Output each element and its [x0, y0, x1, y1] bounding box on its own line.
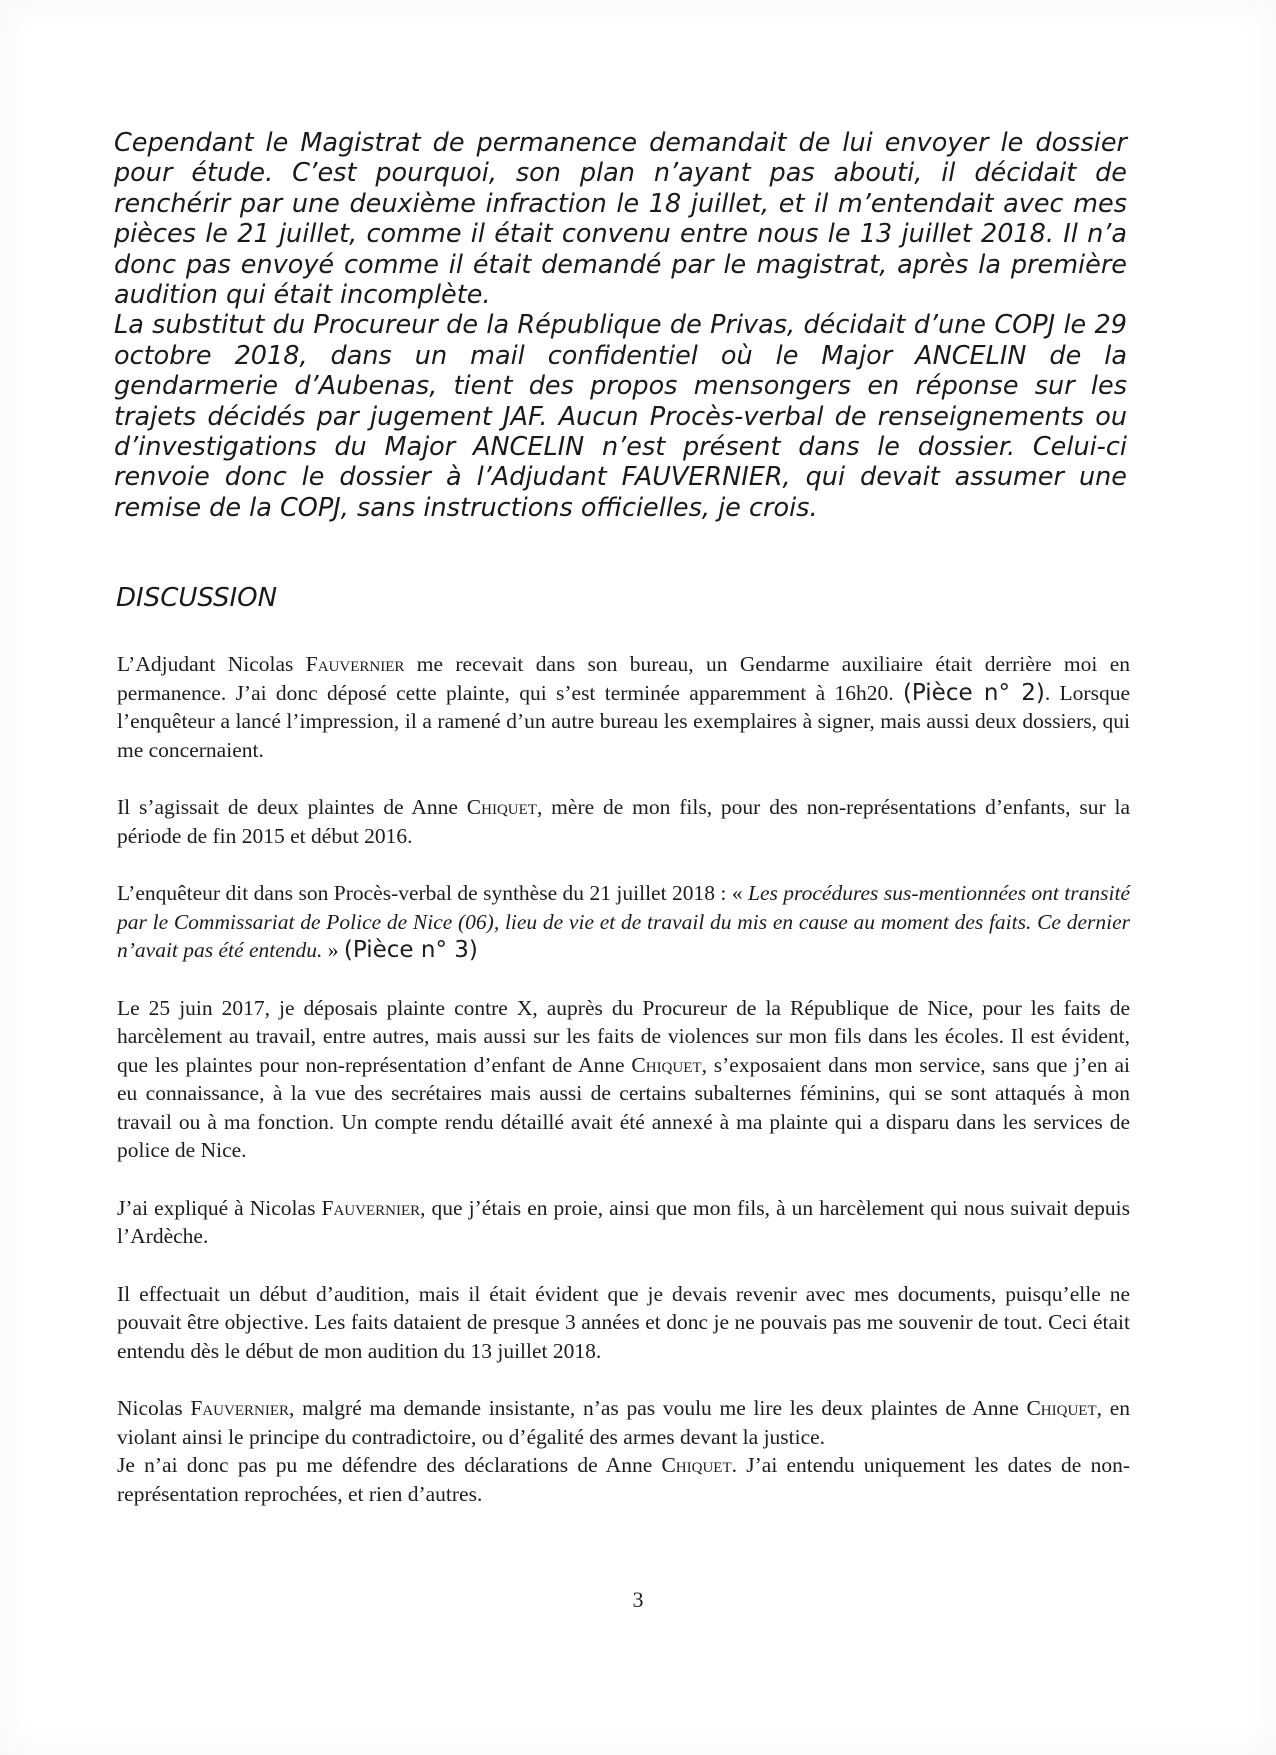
name-fauvernier: Fauvernier: [305, 652, 405, 676]
name-chiquet: Chiquet: [661, 1453, 732, 1477]
intro-block: [114, 128, 1127, 523]
intro-paragraph-1: Cependant le Magistrat de permanence demandait de lui envoyer le dossier pour étude. C’est pourquoi, son plan n’ayant pas abouti, il décidait de renchérir par une deuxième infraction le 18 juillet, et il m’entendait avec mes pièces le 21 juillet, comme il était convenu entre nous le 13 juillet 2018. Il n’a donc pas envoyé comme il était demandé par le magistrat, après la première audition qui était incomplète.: [114, 128, 1127, 311]
name-chiquet: Chiquet: [631, 1052, 702, 1077]
section-heading: DISCUSSION: [116, 583, 278, 613]
name-fauvernier: Fauvernier: [190, 1396, 289, 1420]
discussion-block: [117, 650, 1130, 1508]
name-fauvernier: Fauvernier: [321, 1195, 421, 1220]
discussion-paragraph-3: L’enquêteur dit dans son Procès-verbal de synthèse du 21 juillet 2018 : « Les procédures sus-mentionnées ont transité par le Commissariat de Police de Nice (06), lieu de vie et de travail du mis en cause au moment des faits. Ce dernier n’avait pas été entendu. » (Pièce n° 3): [117, 881, 1130, 963]
discussion-paragraph-2: Il s’agissait de deux plaintes de Anne Chiquet, mère de mon fils, pour des non-représentations d’enfants, sur la période de fin 2015 et début 2016.: [117, 795, 1130, 848]
discussion-paragraph-8: Je n’ai donc pas pu me défendre des déclarations de Anne Chiquet. J’ai entendu uniquement les dates de non-représentation reprochées, et rien d’autres.: [117, 1453, 1130, 1506]
discussion-paragraph-6: Il effectuait un début d’audition, mais il était évident que je devais revenir avec mes documents, puisqu’elle ne pouvait être objective. Les faits dataient de presque 3 années et donc je ne pouvais pas me souvenir de tout. Ceci était entendu dès le début de mon audition du 13 juillet 2018.: [117, 1281, 1130, 1363]
name-chiquet: Chiquet: [466, 795, 537, 819]
discussion-paragraph-4: Le 25 juin 2017, je déposais plainte contre X, auprès du Procureur de la République de Nice, pour les faits de harcèlement au travail, entre autres, mais aussi sur les faits de violences sur mon fils dans les écoles. Il est évident, que les plaintes pour non-représentation d’enfant de Anne Chiquet, s’exposaient dans mon service, sans que j’en ai eu connaissance, à la vue des secrétaires mais aussi de certains subalternes féminins, qui se sont attaqués à mon travail ou à ma fonction. Un compte rendu détaillé avait été annexé à ma plainte qui a disparu dans les services de police de Nice.: [117, 995, 1130, 1162]
name-chiquet: Chiquet: [1026, 1396, 1097, 1420]
page-number: 3: [632, 1587, 644, 1612]
discussion-paragraph-1: L’Adjudant Nicolas Fauvernier me recevait dans son bureau, un Gendarme auxiliaire était derrière moi en permanence. J’ai donc déposé cette plainte, qui s’est terminée apparemment à 16h20. (Pièce n° 2). Lorsque l’enquêteur a lancé l’impression, il a ramené d’un autre bureau les exemplaires à signer, mais aussi deux dossiers, qui me concernaient.: [117, 652, 1130, 762]
quoted-statement: Les procédures sus-mentionnées ont transité par le Commissariat de Police de Nice (06), lieu de vie et de travail du mis en cause au moment des faits. Ce dernier n’avait pas été entendu.: [117, 881, 1130, 962]
discussion-paragraph-5: J’ai expliqué à Nicolas Fauvernier, que j’étais en proie, ainsi que mon fils, à un harcèlement qui nous suivait depuis l’Ardèche.: [117, 1195, 1131, 1248]
intro-paragraph-2: La substitut du Procureur de la République de Privas, décidait d’une COPJ le 29 octobre 2018, dans un mail confidentiel où le Major ANCELIN de la gendarmerie d’Aubenas, tient des propos mensongers en réponse sur les trajets décidés par jugement JAF. Aucun Procès-verbal de renseignements ou d’investigations du Major ANCELIN n’est présent dans le dossier. Celui-ci renvoie donc le dossier à l’Adjudant FAUVERNIER, qui devait assumer une remise de la COPJ, sans instructions officielles, je crois.: [114, 310, 1127, 523]
piece-reference: (Pièce n° 3): [343, 937, 478, 963]
discussion-paragraph-7: Nicolas Fauvernier, malgré ma demande insistante, n’as pas voulu me lire les deux plaintes de Anne Chiquet, en violant ainsi le principe du contradictoire, ou d’égalité des armes devant la justice.: [117, 1396, 1130, 1449]
piece-reference: (Pièce n° 2): [902, 679, 1045, 706]
